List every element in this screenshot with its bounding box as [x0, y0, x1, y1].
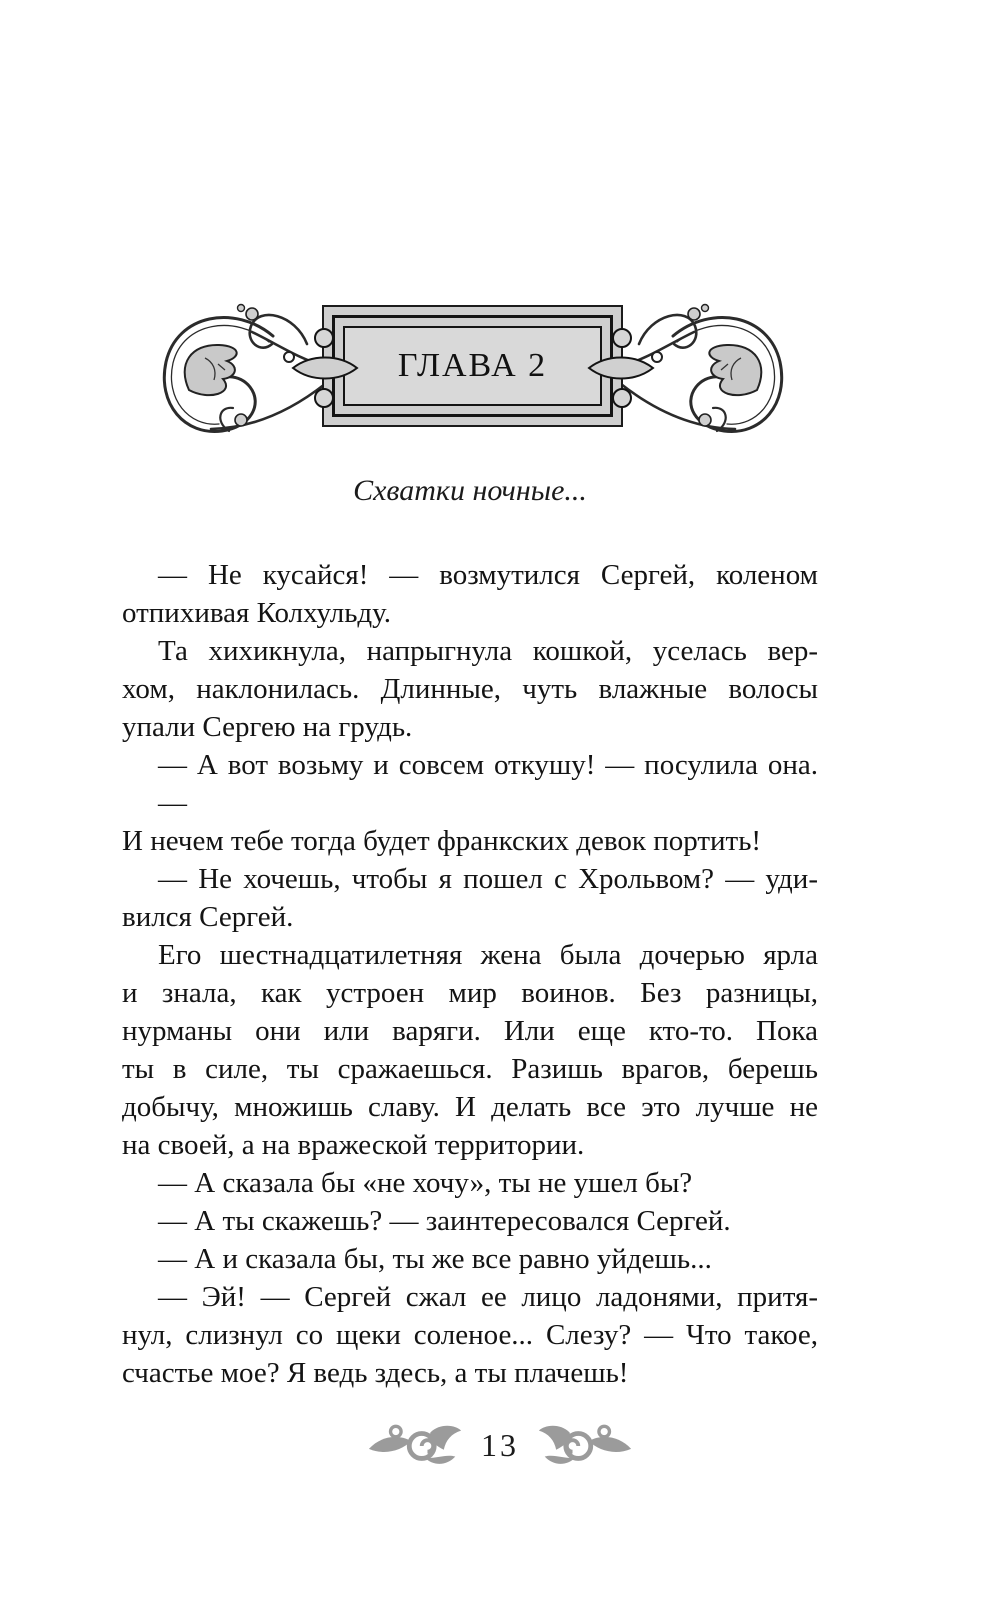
paragraph	[122, 556, 818, 632]
paragraph	[122, 632, 818, 746]
chapter-title: ГЛАВА 2	[397, 347, 548, 384]
page-number: 13	[481, 1426, 519, 1463]
text-line: Та хихикнула, напрыгнула кошкой, уселась вер-	[158, 635, 818, 667]
paragraph	[122, 1164, 818, 1202]
paragraph	[122, 1278, 818, 1392]
text-line: Его шестнадцатилетняя жена была дочерью ярла	[158, 939, 818, 971]
text-line: счастье мое? Я ведь здесь, а ты плачешь!	[122, 1357, 629, 1389]
body-text	[122, 556, 818, 1392]
text-line: — А и сказала бы, ты же все равно уйдешь...	[158, 1243, 712, 1275]
paragraph	[122, 746, 818, 860]
text-line: и знала, как устроен мир воинов. Без разницы,	[122, 977, 818, 1009]
text-line: нурманы они или варяги. Или еще кто-то. Пока	[122, 1015, 818, 1047]
chapter-subtitle: Схватки ночные...	[353, 474, 587, 507]
paragraph	[122, 860, 818, 936]
text-line: на своей, а на вражеской территории.	[122, 1129, 585, 1161]
text-line: И нечем тебе тогда будет франкских девок портить!	[122, 825, 762, 857]
paragraph	[122, 1240, 818, 1278]
chapter-title-frame	[322, 305, 623, 427]
chapter-header-ornament	[155, 300, 791, 440]
frame-bracket-right-ornament	[585, 313, 659, 423]
frame-bracket-left-ornament	[287, 313, 361, 423]
text-line: — Эй! — Сергей сжал ее лицо ладонями, притя-	[158, 1281, 818, 1313]
footer-flourish-right-ornament	[537, 1421, 633, 1469]
paragraph	[122, 1202, 818, 1240]
text-line: — А вот возьму и совсем откушу! — посулила она. —	[158, 749, 818, 819]
text-line: отпихивая Колхульду.	[122, 597, 392, 629]
text-line: ты в силе, ты сражаешься. Разишь врагов, берешь	[122, 1053, 818, 1085]
text-line: — А сказала бы «не хочу», ты не ушел бы?	[158, 1167, 693, 1199]
text-line: — Не кусайся! — возмутился Сергей, коленом	[158, 559, 818, 591]
text-line: нул, слизнул со щеки соленое... Слезу? — Что такое,	[122, 1319, 818, 1351]
footer-flourish-left-ornament	[367, 1421, 463, 1469]
text-line: хом, наклонилась. Длинные, чуть влажные волосы	[122, 673, 818, 705]
text-line: — Не хочешь, чтобы я пошел с Хрольвом? — уди-	[158, 863, 818, 895]
text-line: добычу, множишь славу. И делать все это лучше не	[122, 1091, 818, 1123]
text-line: упали Сергею на грудь.	[122, 711, 413, 743]
chapter-title-panel	[343, 326, 602, 406]
page-footer	[0, 1419, 1000, 1471]
paragraph	[122, 936, 818, 1164]
text-line: вился Сергей.	[122, 901, 294, 933]
text-line: — А ты скажешь? — заинтересовался Сергей.	[158, 1205, 731, 1237]
